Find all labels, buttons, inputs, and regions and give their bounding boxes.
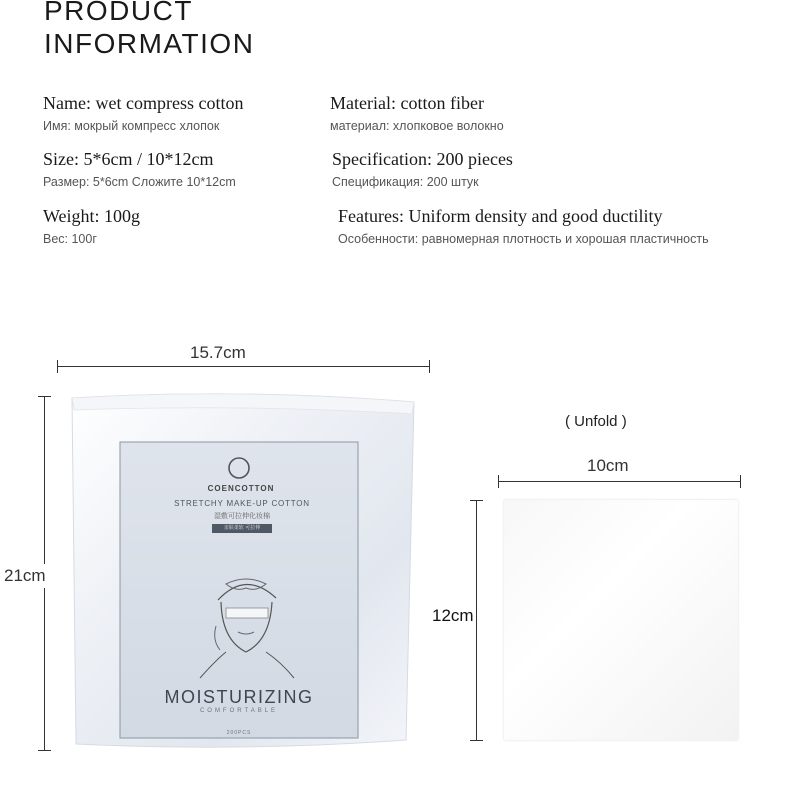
pad-width-cap-left	[498, 475, 499, 488]
spec-weight-en: Weight: 100g	[43, 206, 141, 226]
spec-weight-ru: Вес: 100г	[43, 232, 97, 246]
bag-width-cap-right	[429, 360, 430, 373]
pad-height-line	[476, 500, 477, 740]
unfolded-pad-image	[504, 500, 738, 740]
spec-weight	[43, 206, 140, 248]
pad-height-cap-bottom	[470, 740, 483, 741]
bag-width-label: 15.7cm	[190, 343, 246, 362]
spec-name	[43, 93, 243, 135]
bag-count: 200PCS	[226, 730, 252, 736]
bag-tag: 亲肤柔软 可拉伸	[212, 524, 272, 533]
spec-features-en: Features: Uniform density and good ductility	[338, 206, 663, 226]
spec-features	[338, 206, 778, 248]
spec-specification-en: Specification: 200 pieces	[332, 149, 513, 169]
bag-product-line: STRETCHY MAKE-UP COTTON	[174, 499, 310, 508]
spec-size-en: Size: 5*6cm / 10*12cm	[43, 149, 214, 169]
pad-height-label: 12cm	[432, 604, 474, 628]
title-line-1: PRODUCT	[44, 0, 193, 26]
page-title	[44, 0, 254, 60]
pad-height-cap-top	[470, 500, 483, 501]
title-line-2: INFORMATION	[44, 28, 255, 59]
bag-height-cap-top	[38, 396, 51, 397]
spec-size-ru: Размер: 5*6cm Сложите 10*12cm	[43, 175, 236, 189]
spec-name-en: Name: wet compress cotton	[43, 93, 244, 113]
bag-main-text: MOISTURIZING	[164, 687, 314, 707]
product-bag-image	[66, 390, 416, 750]
bag-product-line-cn: 湿敷可拉伸化妆棉	[214, 513, 270, 520]
pad-width-label: 10cm	[587, 456, 629, 475]
spec-material-ru: материал: хлопковое волокно	[330, 119, 504, 133]
spec-name-ru: Имя: мокрый компресс хлопок	[43, 119, 220, 133]
pad-width-cap-right	[740, 475, 741, 488]
bag-width-cap-left	[57, 360, 58, 373]
spec-size	[43, 149, 236, 191]
bag-height-cap-bottom	[38, 750, 51, 751]
face-sketch-icon	[186, 570, 306, 680]
spec-specification-ru: Спецификация: 200 штук	[332, 175, 479, 189]
spec-material	[330, 93, 504, 135]
bag-sub-text: COMFORTABLE	[199, 708, 279, 714]
bag-width-line	[57, 366, 429, 367]
spec-material-en: Material: cotton fiber	[330, 93, 484, 113]
pad-width-line	[498, 481, 740, 482]
unfold-label: ( Unfold )	[565, 413, 627, 430]
bag-brand: COENCOTTON	[207, 484, 275, 493]
spec-specification	[332, 149, 513, 191]
bag-height-label: 21cm	[4, 564, 46, 588]
spec-features-ru: Особенности: равномерная плотность и хорошая пластичность	[338, 232, 709, 246]
